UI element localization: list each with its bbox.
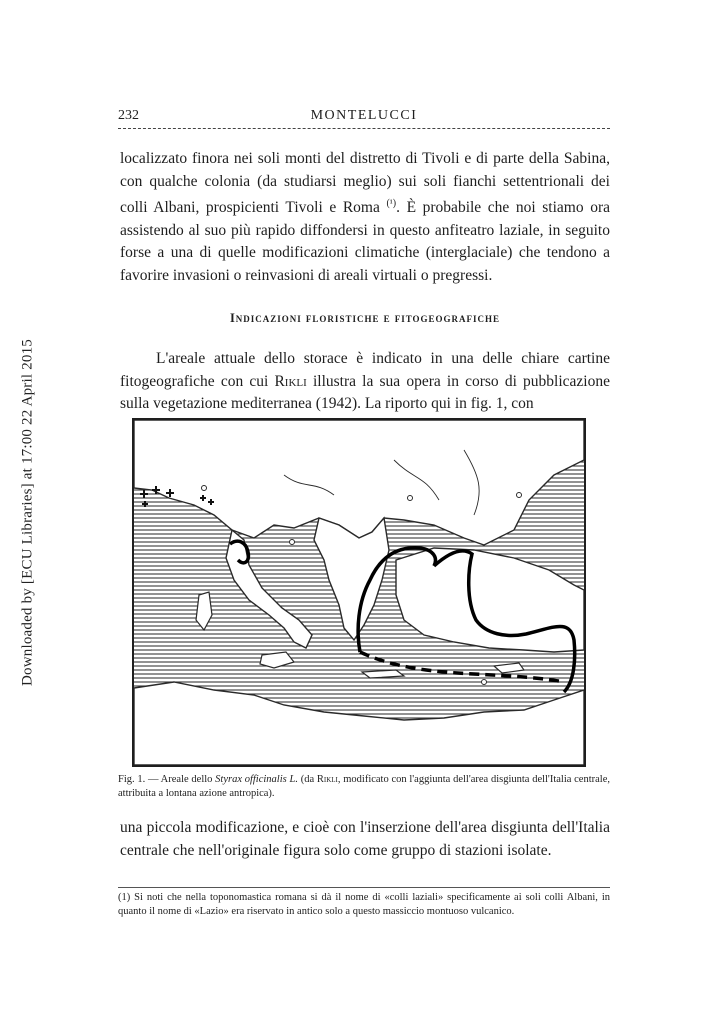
footnote-marker: (1) — [118, 892, 131, 903]
paragraph-1 — [120, 148, 610, 287]
paragraph-1-text: localizzato finora nei soli monti del distretto di Tivoli e di parte della Sabina, con qualche colonia (da studiarsi meglio) sui soli fianchi settentrionali dei colli Albani, prospicienti Tivoli e Roma — [120, 150, 610, 217]
footnote — [118, 891, 610, 919]
paragraph-1-text-after: . È probabile che noi stiamo ora assistendo al suo più rapido diffondersi in questo anfiteatro laziale, in seguito forse a una di quelle modificazioni climatiche (interglaciale) che tendono a favorire invasioni o reinvasioni di areali virtuali o pregressi. — [120, 199, 610, 284]
page-header — [118, 108, 610, 130]
footnote-text: Si noti che nella toponomastica romana si dà il nome di «colli laziali» specificamente ai soli colli Albani, in quanto il nome di «Lazio» era riservato in antico solo a questo massiccio montuoso vulcanico. — [118, 892, 610, 917]
city-dot — [408, 496, 413, 501]
city-dot — [290, 540, 295, 545]
caption-species: Styrax officinalis L. — [215, 774, 298, 785]
caption-dash: — Areale dello — [145, 774, 216, 785]
running-head: MONTELUCCI — [310, 108, 418, 123]
caption-author: Rikli — [316, 774, 338, 785]
footnote-rule — [118, 887, 610, 888]
figure-map — [132, 418, 586, 767]
city-dot — [517, 493, 522, 498]
section-heading: Indicazioni floristiche e fitogeografiche — [229, 311, 501, 325]
header-rule — [118, 128, 610, 129]
figure-caption — [118, 773, 610, 801]
paragraph-3: una piccola modificazione, e cioè con l'inserzione dell'area disgiunta dell'Italia centrale che nell'originale figura solo come gruppo di stazioni isolate. — [120, 819, 610, 859]
island-crete — [362, 670, 404, 678]
footnote-reference[interactable]: (¹) — [386, 198, 397, 209]
figure-label: Fig. 1. — [118, 774, 146, 785]
paragraph-2-before: L'areale attuale dello storace è indicato in una delle chiare cartine fitogeografiche con cui — [120, 350, 610, 390]
caption-mid: (da — [297, 774, 317, 785]
city-dot — [482, 680, 487, 685]
download-watermark: Downloaded by [ECU Libraries] at 17:00 22 April 2015 — [19, 339, 36, 687]
paragraph-2-after: illustra la sua opera in corso di pubblicazione sulla vegetazione mediterranea (1942). La riporto qui in fig. 1, con — [120, 372, 610, 412]
page-number: 232 — [118, 108, 139, 123]
paragraph-2 — [120, 348, 610, 416]
map-illustration — [134, 420, 584, 765]
paragraph-2-author: Rikli — [274, 372, 307, 390]
caption-rest: , modificato con l'aggiunta dell'area disgiunta dell'Italia centrale, attribuita a lontana azione antropica). — [118, 774, 610, 799]
city-dot — [202, 486, 207, 491]
